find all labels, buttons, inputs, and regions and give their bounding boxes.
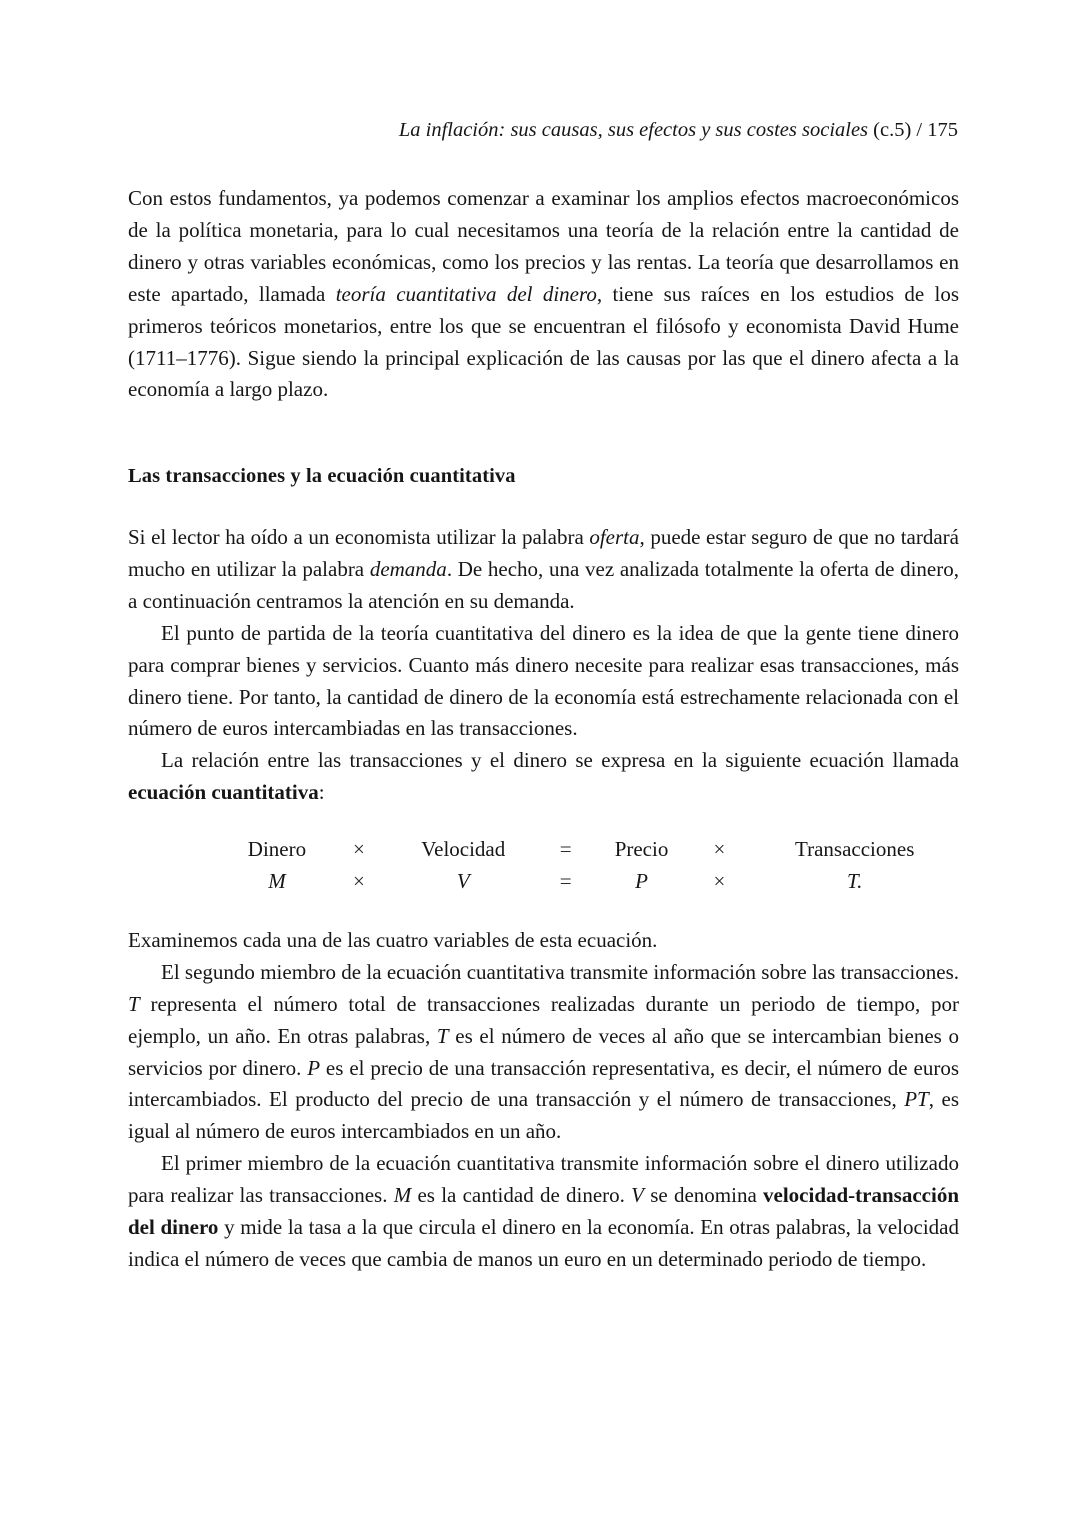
p6-part4: es el precio de una transacción representativa, es decir, el número de euros intercambiados. El producto del precio de una transacción y el número de transacciones, [128,1055,959,1112]
equation-word-multiply-1 [328,834,390,866]
section-heading: Las transacciones y la ecuación cuantitativa [128,465,516,488]
p2-part2: , puede estar seguro de que no tardará mucho en utilizar la palabra [128,524,959,581]
p1-part2: , tiene sus raíces en los estudios de los primeros teóricos monetarios, entre los que se encuentran el filósofo y economista David Hume (1711–1776). Sigue siendo la principal explicación de las causas por las que el dinero afecta a la economía a largo plazo. [128,281,960,402]
equation-symbol-v: V [456,869,470,894]
quantity-equation [128,834,959,898]
p6-italic-t-1: T [128,991,140,1016]
paragraph-left-hand-side [128,1148,959,1276]
text-column [128,183,959,1276]
spacer-after-heading [128,490,959,522]
p6-italic-pt: PT [904,1087,929,1112]
p7-italic-m: M [393,1183,412,1208]
paragraph-quantity-equation-intro [128,745,959,809]
paragraph-right-hand-side [128,957,959,1148]
p7-part4: y mide la tasa a la que circula el dinero en la economía. En otras palabras, la velocidad indica el número de veces que cambia de manos un euro en un determinado periodo de tiempo. [128,1215,959,1271]
equals-sign-icon: = [559,837,572,862]
p6-part5: , es igual al número de euros intercambiados en un año. [128,1087,959,1144]
p4-bold-quantity-equation: ecuación cuantitativa [128,780,319,805]
p2-italic-oferta: oferta [589,524,640,549]
equation-word-money: Dinero [247,837,307,862]
multiply-sign-icon-4: × [713,869,726,894]
p6-part1: El segundo miembro de la ecuación cuantitativa transmite información sobre las transacciones. [161,959,959,984]
equation-symbol-multiply-2 [688,866,750,898]
p2-part3: . De hecho, una vez analizada totalmente la oferta de dinero, a continuación centramos la atención en su demanda. [128,556,959,613]
p6-italic-p: P [307,1055,321,1080]
p7-part1: El primer miembro de la ecuación cuantitativa transmite información sobre el dinero utilizado para realizar las transacciones. [128,1151,959,1208]
equation-symbol-m: M [268,869,286,894]
spacer-before-equation [128,809,959,834]
p6-part2: representa el número total de transacciones realizadas durante un periodo de tiempo, por ejemplo, un año. En otras palabras, [128,991,959,1048]
equation-word-equals [537,834,595,866]
equation-left-pad-2 [128,866,226,898]
equation-symbol-t: T. [847,869,863,894]
equation-symbol-equals [537,866,595,898]
p4-part1: La relación entre las transacciones y el dinero se expresa en la siguiente ecuación llamada [161,748,959,773]
spacer-after-equation [128,898,959,925]
equation-word-multiply-2 [688,834,750,866]
p6-italic-t-2: T [436,1023,449,1048]
p2-italic-demanda: demanda [369,556,447,581]
p7-part3: se denomina [643,1183,764,1208]
multiply-sign-icon: × [352,837,365,862]
p1-part1: Con estos fundamentos, ya podemos comenzar a examinar los amplios efectos macroeconómicos de la política monetaria, para lo cual necesitamos una teoría de la relación entre la cantidad de dinero y otras variables económicas, como los precios y las rentas. La teoría que desarrollamos en este apartado, llamada [128,186,959,306]
equation-word-price: Precio [614,837,669,862]
p1-italic-quantity-theory: teoría cuantitativa del dinero [335,281,597,306]
paragraph-supply-demand [128,522,959,618]
equation-word-transactions: Transacciones [795,837,915,862]
running-head-title: La inflación: sus causas, sus efectos y sus costes sociales [398,119,869,141]
paragraph-starting-point: El punto de partida de la teoría cuantitativa del dinero es la idea de que la gente tiene dinero para comprar bienes y servicios. Cuanto más dinero necesite para realizar esas transacciones, más dinero tiene. Por tanto, la cantidad de dinero de la economía está estrechamente relacionada con el número de euros intercambiadas en las transacciones. [128,620,959,741]
running-head-folio: (c.5) / 175 [868,119,958,141]
multiply-sign-icon-2: × [713,837,726,862]
p4-part2: : [318,780,325,805]
equation-symbol-p: P [635,869,648,894]
p7-italic-v: V [631,1183,644,1208]
paragraph-examine-variables: Examinemos cada una de las cuatro variables de esta ecuación. [128,927,658,952]
equation-symbol-multiply-1 [328,866,390,898]
equation-left-pad [128,834,226,866]
equation-symbols-row [128,866,959,898]
equals-sign-icon-2: = [559,869,572,894]
p7-bold-velocity-term: velocidad-transacción del dinero [128,1183,959,1240]
p7-part2: es la cantidad de dinero. [411,1183,632,1208]
equation-words-row [128,834,959,866]
paragraph-intro [128,183,959,406]
p6-part3: es el número de veces al año que se intercambian bienes o servicios por dinero. [128,1023,959,1080]
spacer-before-heading [128,406,959,464]
equation-word-velocity: Velocidad [421,837,506,862]
p2-part1: Si el lector ha oído a un economista utilizar la palabra [128,524,590,549]
multiply-sign-icon-3: × [352,869,365,894]
running-head [128,118,958,143]
